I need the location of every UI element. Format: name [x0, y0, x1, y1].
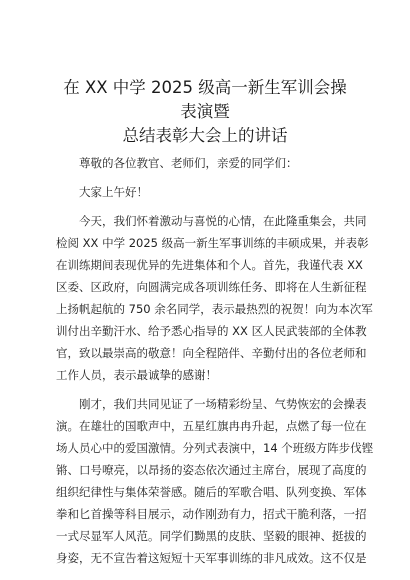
paragraph-1 — [56, 210, 373, 386]
title-line-2: 总结表彰大会上的讲话 — [122, 126, 288, 145]
salutation: 尊敬的各位教官、老师们，亲爱的同学们： — [79, 156, 298, 170]
paragraph-2-line: 一式尽显军人风范。同学们黝黑的皮肤、坚毅的眼神、挺拔的 — [56, 529, 367, 543]
paragraph-1-line: 训付出辛勤汗水、给予悉心指导的 XX 区人民武装部的全体教 — [56, 324, 367, 338]
paragraph-2-line: 演。在雄壮的国歌声中，五星红旗冉冉升起，点燃了每一位在 — [56, 419, 367, 433]
paragraph-2-line: 身姿，无不宣告着这短短十天军事训练的非凡成效。这不仅是 — [56, 551, 367, 565]
paragraph-2 — [56, 393, 374, 569]
paragraph-2-line: 组织纪律性与集体荣誉感。随后的军歌合唱、队列变换、军体 — [56, 485, 367, 499]
paragraph-2-line: 锵、口号嘹亮，以昂扬的姿态依次通过主席台，展现了高度的 — [56, 463, 367, 477]
paragraph-1-line: 区委、区政府，向圆满完成各项训练任务、即将在人生新征程 — [56, 280, 367, 294]
paragraph-2-line: 刚才，我们共同见证了一场精彩纷呈、气势恢宏的会操表 — [79, 397, 367, 411]
paragraph-1-line: 官，致以最崇高的敬意！向全程陪伴、辛勤付出的各位老师和 — [56, 346, 367, 360]
paragraph-2-line: 场人员心中的爱国激情。分列式表演中，14 个班级方阵步伐铿 — [56, 441, 374, 455]
paragraph-1-line: 检阅 XX 中学 2025 级高一新生军事训练的丰硕成果，并表彰 — [56, 236, 369, 250]
title-line-1: 在 XX 中学 2025 级高一新生军训会操表演暨 — [63, 78, 347, 121]
paragraph-1-line: 上扬帆起航的 750 余名同学，表示最热烈的祝贺！向为本次军 — [56, 302, 373, 316]
paragraph-1-line: 工作人员，表示最诚挚的感谢！ — [56, 368, 217, 382]
paragraph-1-line: 在训练期间表现优异的先进集体和个人。首先，我谨代表 XX — [56, 258, 363, 272]
greeting: 大家上午好！ — [79, 185, 148, 199]
document-title — [56, 76, 354, 148]
paragraph-1-line: 今天，我们怀着激动与喜悦的心情，在此隆重集会，共同 — [79, 214, 367, 228]
paragraph-2-line: 拳和匕首操等科目展示，动作刚劲有力，招式干脆利落，一招 — [56, 507, 367, 521]
